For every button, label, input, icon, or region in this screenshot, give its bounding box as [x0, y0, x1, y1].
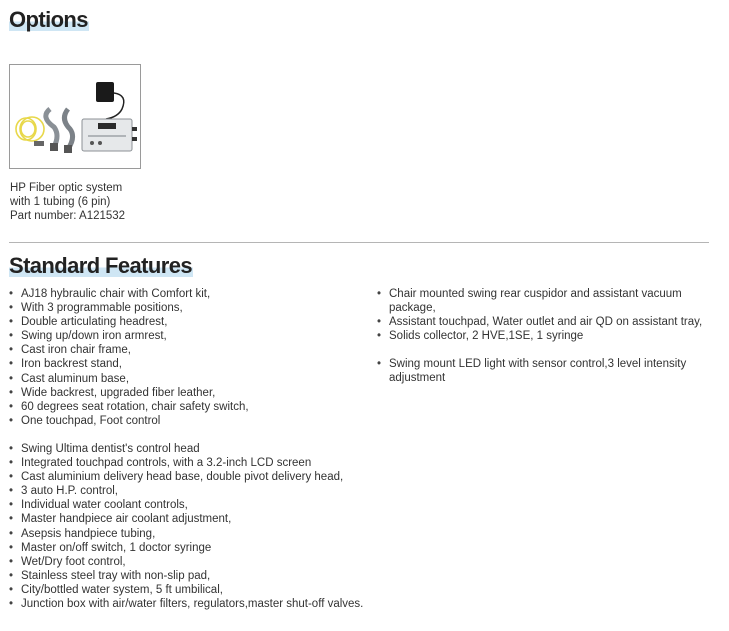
list-item: • 60 degrees seat rotation, chair safety switch, — [9, 400, 379, 414]
list-item: • Chair mounted swing rear cuspidor and assistant vacuum package, — [377, 287, 707, 315]
list-item: • With 3 programmable positions, — [9, 301, 379, 315]
list-item: • Swing mount LED light with sensor control,3 level intensity adjustment — [377, 357, 707, 385]
list-item: • City/bottled water system, 5 ft umbilical, — [9, 583, 379, 597]
list-item: • Asepsis handpiece tubing, — [9, 527, 379, 541]
standard-features-heading: Standard Features — [9, 253, 192, 278]
list-item: • Wet/Dry foot control, — [9, 555, 379, 569]
product-description: with 1 tubing (6 pin) — [10, 196, 111, 208]
fiber-optic-kit-image — [9, 64, 141, 169]
list-item: • Solids collector, 2 HVE,1SE, 1 syringe — [377, 329, 707, 343]
list-item: • Swing Ultima dentist's control head — [9, 442, 379, 456]
list-item: • Integrated touchpad controls, with a 3.2-inch LCD screen — [9, 456, 379, 470]
list-item: • One touchpad, Foot control — [9, 414, 379, 428]
list-item: • Cast aluminum base, — [9, 372, 379, 386]
list-item: • Stainless steel tray with non-slip pad, — [9, 569, 379, 583]
list-item: • Swing up/down iron armrest, — [9, 329, 379, 343]
section-divider — [9, 242, 709, 243]
list-item: • Master on/off switch, 1 doctor syringe — [9, 541, 379, 555]
options-heading: Options — [9, 7, 88, 32]
list-item: • Cast iron chair frame, — [9, 343, 379, 357]
list-item: • Double articulating headrest, — [9, 315, 379, 329]
features-list-right — [377, 287, 707, 386]
list-item: • Individual water coolant controls, — [9, 498, 379, 512]
product-caption — [10, 181, 160, 223]
list-item: • Iron backrest stand, — [9, 357, 379, 371]
list-item: • Wide backrest, upgraded fiber leather, — [9, 386, 379, 400]
product-part-number: Part number: A121532 — [10, 210, 126, 222]
list-item: • Junction box with air/water filters, regulators,master shut-off valves. — [9, 597, 379, 611]
list-item: • Master handpiece air coolant adjustment, — [9, 512, 379, 526]
product-name: HP Fiber optic system — [10, 182, 123, 194]
list-item: • Assistant touchpad, Water outlet and air QD on assistant tray, — [377, 315, 707, 329]
features-list-left — [9, 287, 379, 611]
list-item: • Cast aluminium delivery head base, double pivot delivery head, — [9, 470, 379, 484]
list-item: • AJ18 hybraulic chair with Comfort kit, — [9, 287, 379, 301]
list-item: • 3 auto H.P. control, — [9, 484, 379, 498]
